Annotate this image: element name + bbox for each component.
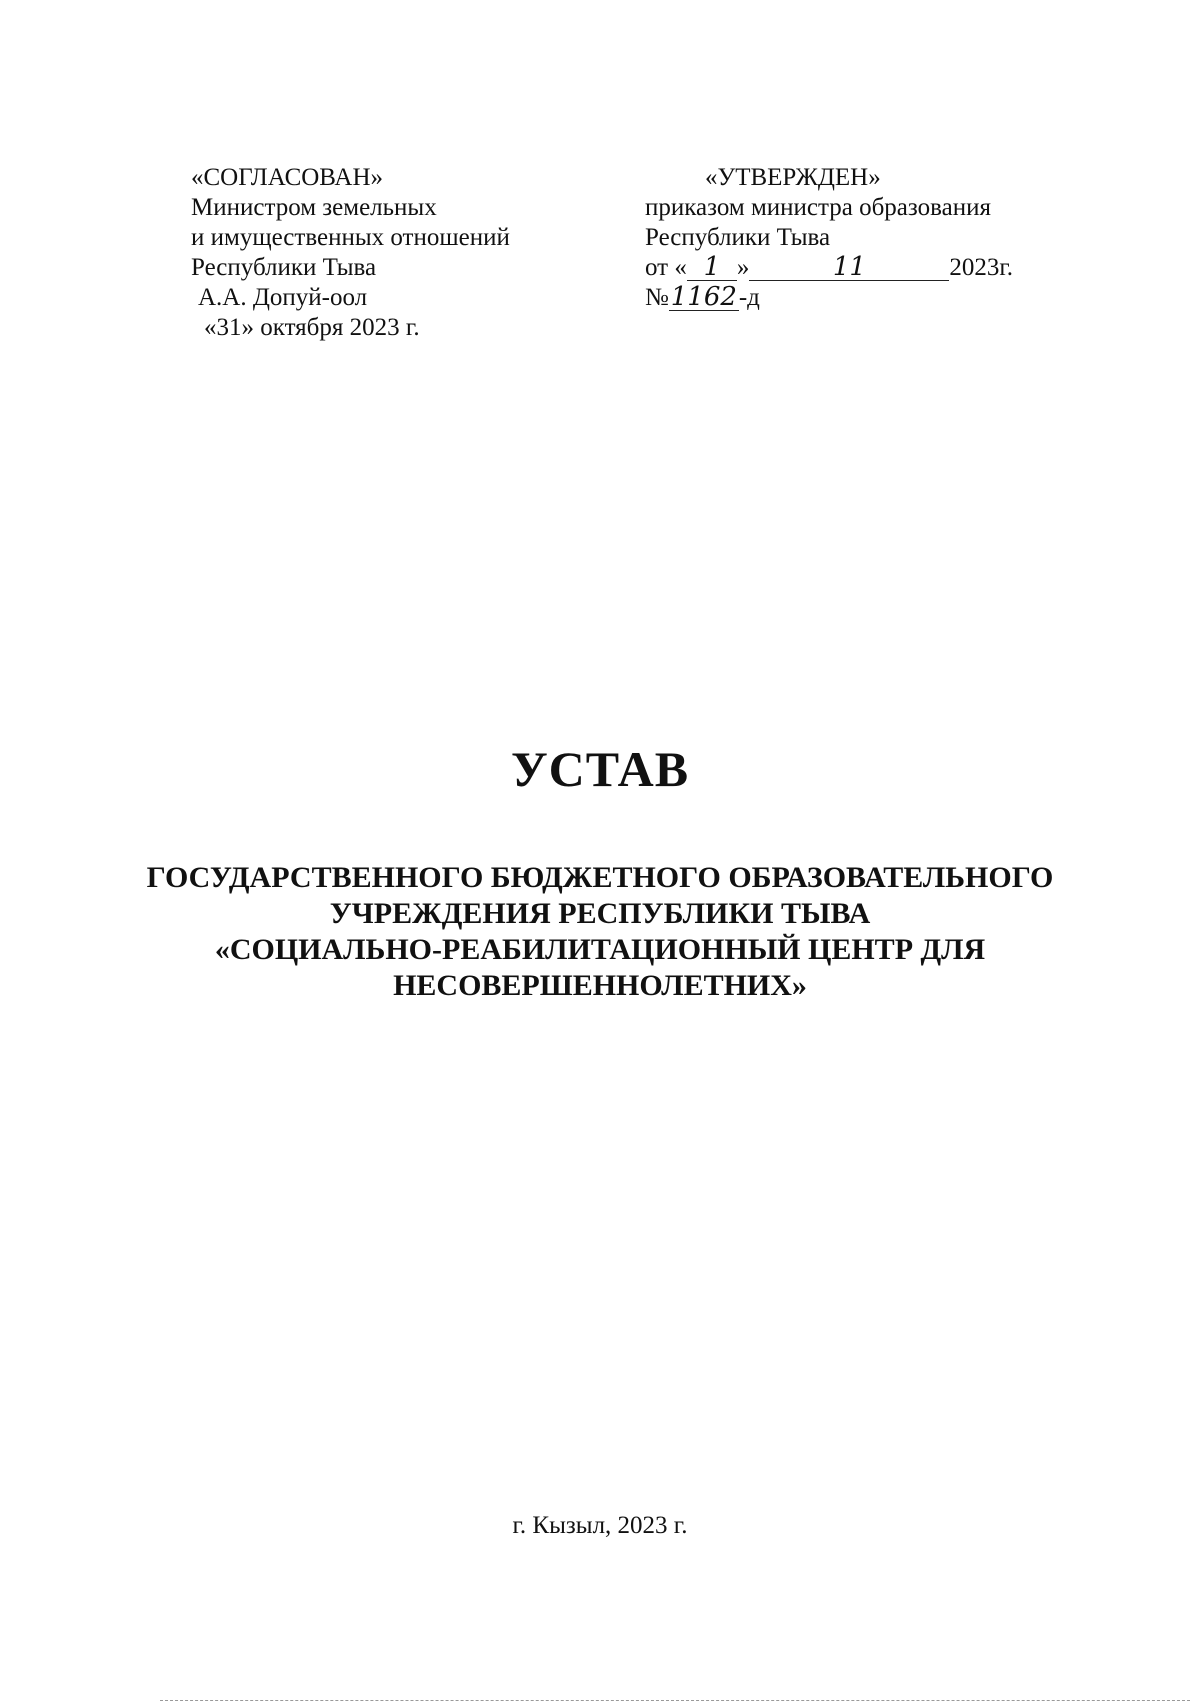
document-place-year: г. Кызыл, 2023 г. <box>512 1512 688 1539</box>
approved-heading: «УТВЕРЖДЕН» <box>705 164 881 191</box>
subtitle-line-1: ГОСУДАРСТВЕННОГО БЮДЖЕТНОГО ОБРАЗОВАТЕЛЬНОГО <box>146 861 1054 894</box>
approved-line-2: Республики Тыва <box>645 224 831 251</box>
document-subtitle <box>60 860 1140 1004</box>
approved-date-mid: » <box>736 254 750 281</box>
agreed-line-2: и имущественных отношений <box>191 224 510 251</box>
approved-number-value: 1162 <box>670 282 737 312</box>
approved-date-month: 11 <box>749 254 949 281</box>
approved-date-day: 1 <box>687 254 737 281</box>
agreed-heading: «СОГЛАСОВАН» <box>191 164 384 191</box>
subtitle-line-2: УЧРЕЖДЕНИЯ РЕСПУБЛИКИ ТЫВА <box>329 897 871 930</box>
approved-date-year: 2023г. <box>949 254 1014 281</box>
approval-approved-block <box>645 163 1013 313</box>
document-title: УСТАВ <box>510 741 690 797</box>
agreed-date: «31» октября 2023 г. <box>204 314 420 341</box>
approval-agreed-block <box>191 163 510 343</box>
approved-line-1: приказом министра образования <box>645 194 991 221</box>
agreed-line-3: Республики Тыва <box>191 254 377 281</box>
agreed-line-1: Министром земельных <box>191 194 437 221</box>
approved-date-line <box>645 253 1013 283</box>
approved-number-line <box>645 283 1013 313</box>
bottom-scan-edge <box>160 1700 1190 1701</box>
approved-date-prefix: от « <box>645 254 687 281</box>
subtitle-line-4: НЕСОВЕРШЕННОЛЕТНИХ» <box>393 969 807 1002</box>
approved-number-suffix: -д <box>738 284 760 311</box>
approved-number-prefix: № <box>645 284 669 311</box>
subtitle-line-3: «СОЦИАЛЬНО-РЕАБИЛИТАЦИОННЫЙ ЦЕНТР ДЛЯ <box>214 933 986 966</box>
agreed-signatory: А.А. Допуй-оол <box>198 284 368 311</box>
